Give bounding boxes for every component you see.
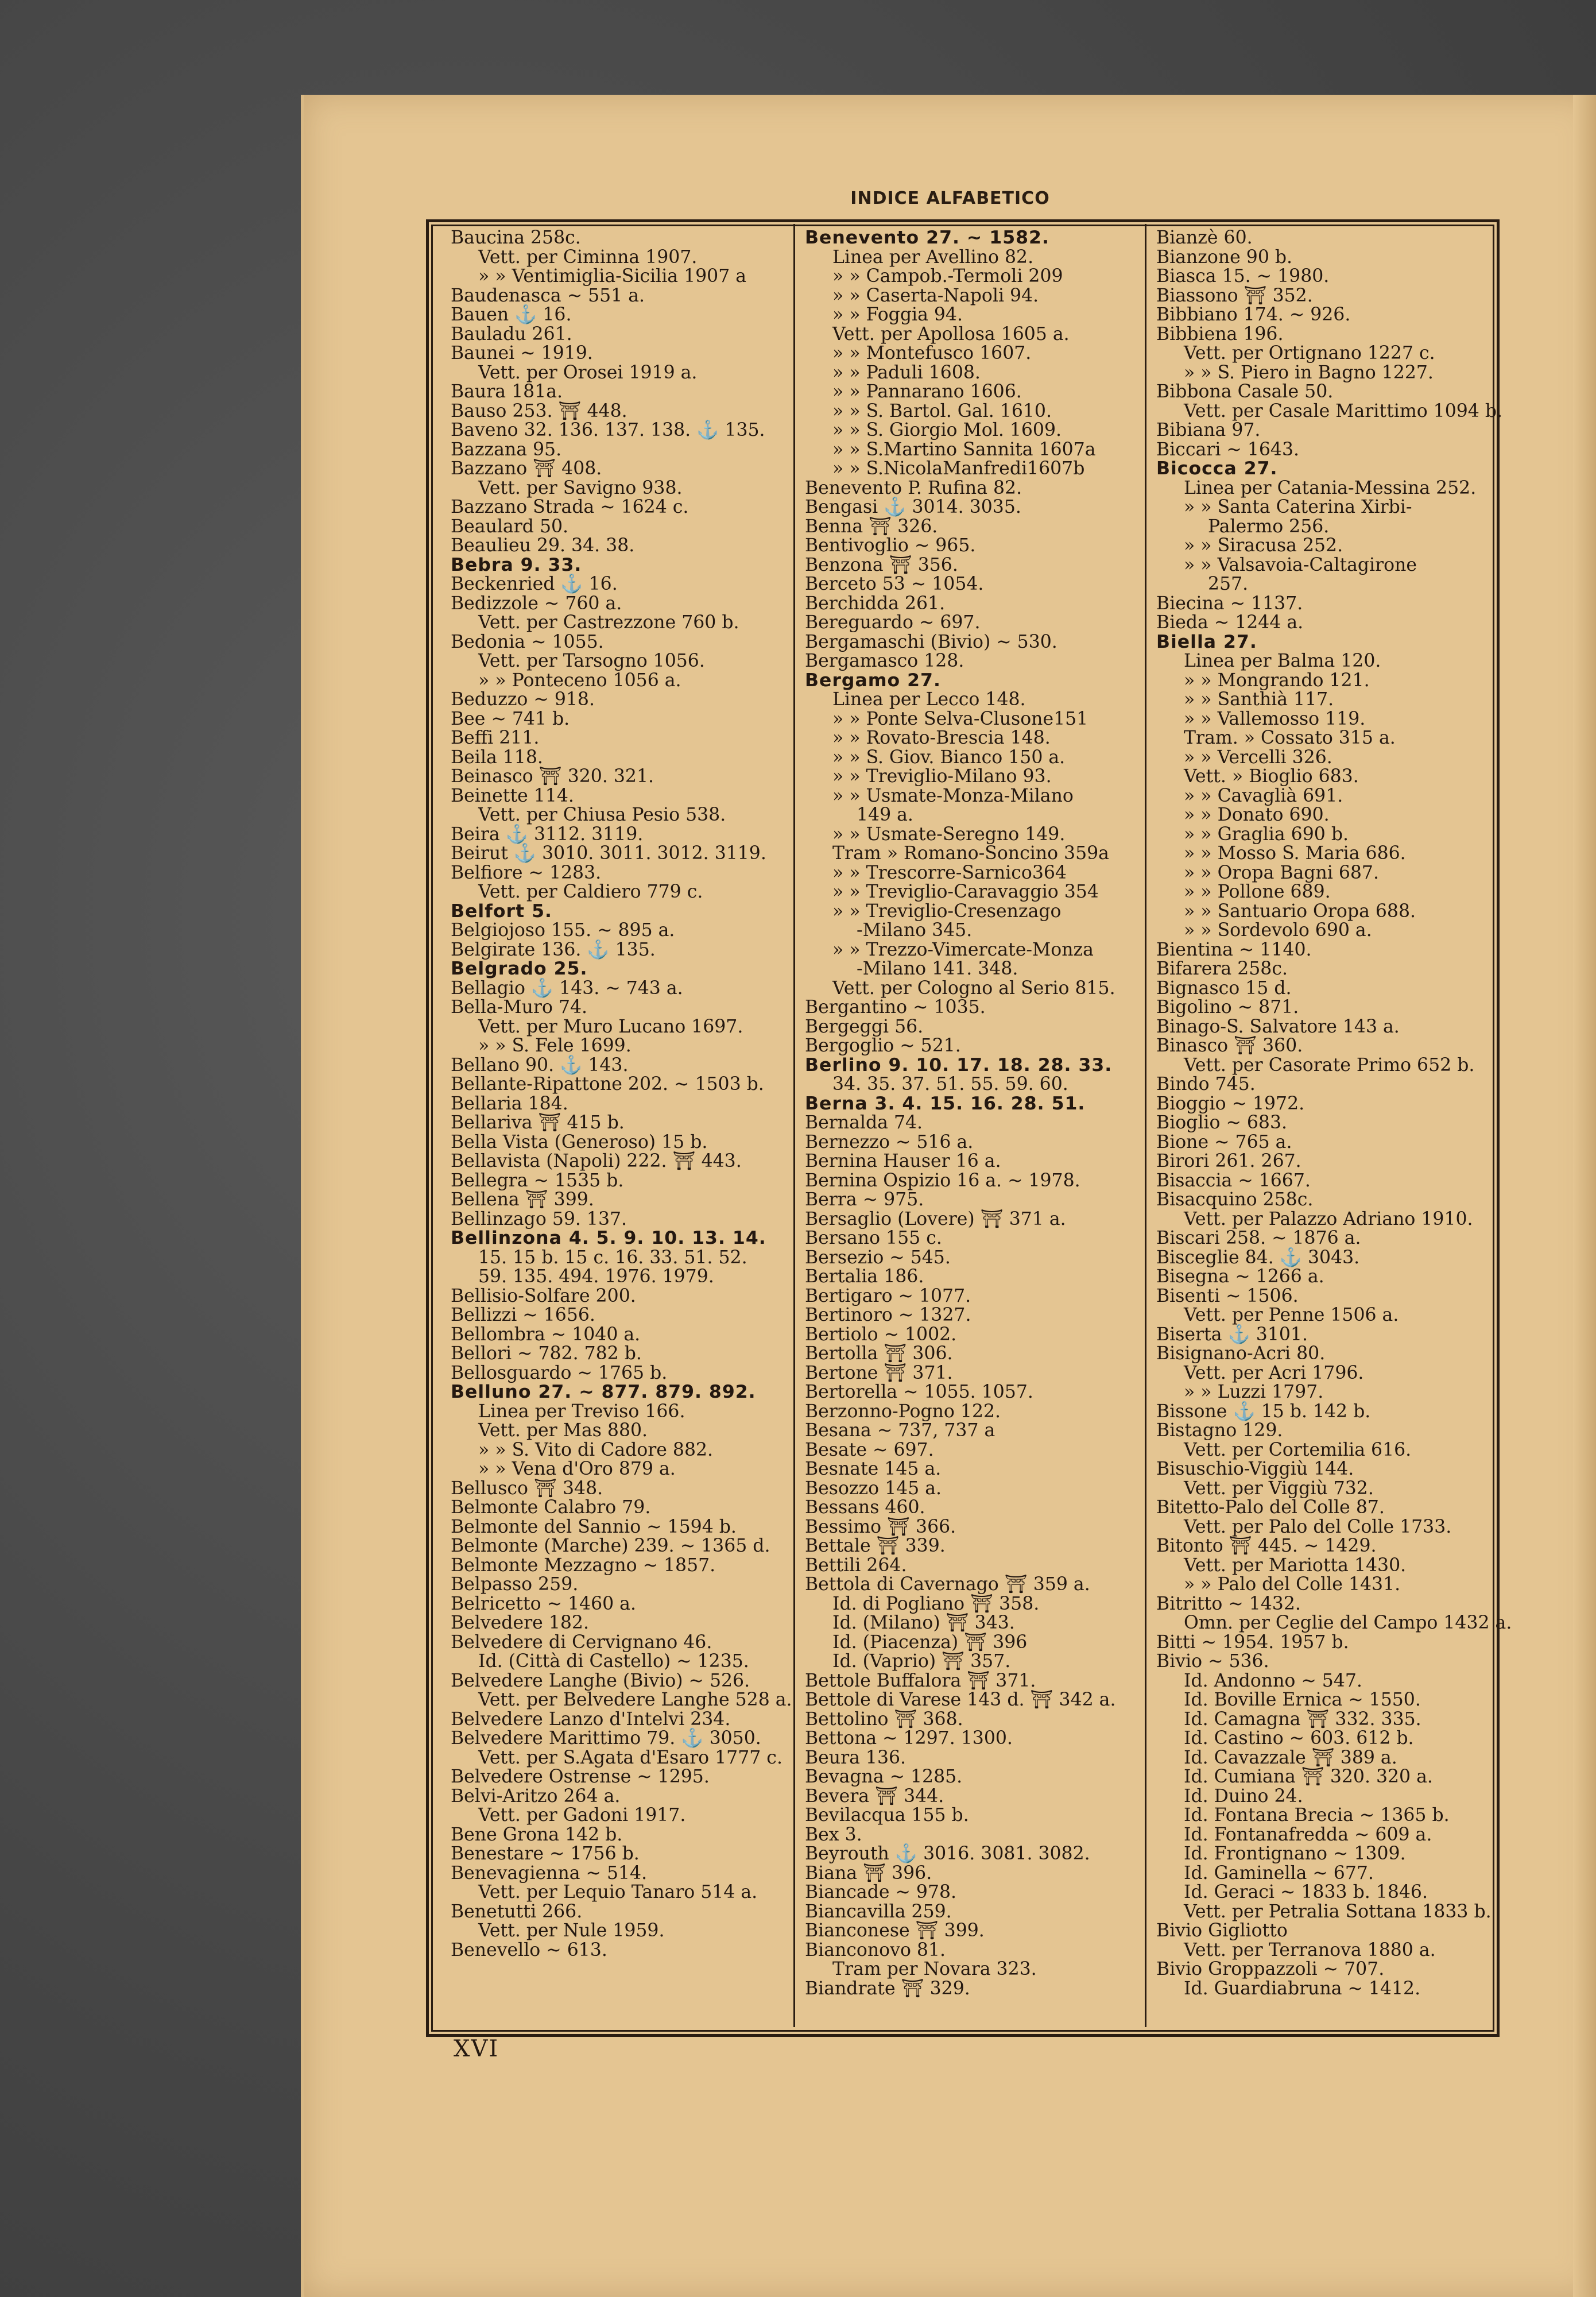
index-entry: Id. Guardiabruna ~ 1412. [1184, 1978, 1421, 1999]
index-entry: Tram per Novara 323. [832, 1959, 1037, 1979]
index-entry: Vett. per Viggiù 732. [1184, 1478, 1374, 1499]
index-entry: Id. (Milano) ⛩ 343. [832, 1612, 1015, 1633]
index-entry: » » Mongrando 121. [1184, 670, 1370, 691]
index-entry: Bauladu 261. [451, 323, 572, 345]
index-entry: Beinette 114. [451, 785, 574, 806]
index-entry: Bertigaro ~ 1077. [805, 1285, 971, 1306]
index-entry: Bellagio ⚓ 143. ~ 743 a. [451, 977, 683, 999]
index-entry: -Milano 141. 348. [857, 958, 1018, 979]
index-column-3 [1156, 227, 1512, 1999]
index-entry: Bex 3. [805, 1824, 862, 1845]
index-entry: Bella Vista (Generoso) 15 b. [451, 1131, 708, 1153]
index-entry: Besnate 145 a. [805, 1459, 942, 1479]
index-entry: Bivio Gigliotto [1156, 1920, 1288, 1941]
index-entry: Bellori ~ 782. 782 b. [451, 1343, 642, 1364]
index-entry: Vett. per Mas 880. [478, 1420, 648, 1441]
index-entry: Belgiojoso 155. ~ 895 a. [451, 920, 675, 941]
index-entry: Id. (Città di Castello) ~ 1235. [478, 1651, 749, 1672]
index-entry: Bivio Groppazzoli ~ 707. [1156, 1959, 1385, 1979]
index-heading: Berna 3. 4. 15. 16. 28. 51. [805, 1093, 1086, 1114]
index-entry: Id. Gaminella ~ 677. [1184, 1862, 1374, 1884]
index-entry: Bibiana 97. [1156, 420, 1261, 440]
index-entry: Beffi 211. [451, 728, 540, 748]
index-heading: Bicocca 27. [1156, 458, 1278, 479]
index-entry: Bibbiena 196. [1156, 323, 1284, 345]
index-entry: Bertinoro ~ 1327. [805, 1305, 971, 1325]
index-entry: » » Pollone 689. [1184, 881, 1331, 902]
index-entry: Linea per Balma 120. [1184, 651, 1381, 671]
index-entry: » » Valsavoia-Caltagirone [1184, 554, 1417, 575]
index-entry: Biscari 258. ~ 1876 a. [1156, 1228, 1361, 1248]
index-entry: Bergoglio ~ 521. [805, 1035, 961, 1056]
index-entry: » » Ponte Selva-Clusone151 [832, 708, 1088, 729]
index-entry: Belvedere Marittimo 79. ⚓ 3050. [451, 1728, 761, 1749]
index-entry: Vett. per Casorate Primo 652 b. [1184, 1054, 1475, 1076]
index-entry: » » Treviglio-Milano 93. [832, 766, 1052, 787]
index-entry: Bersano 155 c. [805, 1228, 942, 1248]
index-entry: Beura 136. [805, 1747, 907, 1768]
index-entry: Bitonto ⛩ 445. ~ 1429. [1156, 1536, 1377, 1556]
index-entry: » » Foggia 94. [832, 304, 963, 325]
index-entry: Id. Cavazzale ⛩ 389 a. [1184, 1747, 1397, 1768]
index-entry: » » Santuario Oropa 688. [1184, 900, 1416, 922]
index-entry: Tram » Romano-Soncino 359a [832, 843, 1109, 864]
index-entry: Bernalda 74. [805, 1112, 923, 1133]
index-entry: Bisignano-Acri 80. [1156, 1343, 1326, 1364]
index-entry: Belmonte del Sannio ~ 1594 b. [451, 1516, 737, 1537]
index-entry: Bentivoglio ~ 965. [805, 535, 976, 556]
index-entry: Belfiore ~ 1283. [451, 862, 602, 883]
index-entry: Bellariva ⛩ 415 b. [451, 1112, 625, 1133]
index-entry: Bibbona Casale 50. [1156, 381, 1334, 402]
index-entry: » » Palo del Colle 1431. [1184, 1574, 1401, 1595]
index-entry: Beinasco ⛩ 320. 321. [451, 766, 654, 787]
index-entry: Id. Castino ~ 603. 612 b. [1184, 1728, 1414, 1749]
index-entry: 59. 135. 494. 1976. 1979. [478, 1266, 714, 1287]
index-entry: Vett. per Palo del Colle 1733. [1184, 1516, 1452, 1537]
index-entry: Benzona ⛩ 356. [805, 554, 958, 575]
index-entry: Biancade ~ 978. [805, 1882, 957, 1902]
page-header: INDICE ALFABETICO [850, 188, 1050, 208]
index-entry: Vett. per Savigno 938. [478, 477, 683, 498]
index-entry: Bevagna ~ 1285. [805, 1766, 963, 1787]
index-entry: » » Luzzi 1797. [1184, 1382, 1324, 1402]
index-column-1 [451, 229, 795, 1960]
index-entry: Bieda ~ 1244 a. [1156, 612, 1304, 633]
index-entry: Biancavilla 259. [805, 1901, 952, 1922]
index-entry: Bauen ⚓ 16. [451, 304, 572, 325]
index-entry: Linea per Treviso 166. [478, 1401, 685, 1422]
index-entry: Id. Andonno ~ 547. [1184, 1670, 1362, 1691]
index-entry: Vett. per Palazzo Adriano 1910. [1184, 1208, 1473, 1229]
index-entry: Besozzo 145 a. [805, 1478, 942, 1499]
index-entry: Id. Fontanafredda ~ 609 a. [1184, 1824, 1432, 1845]
index-entry: Benevento P. Rufina 82. [805, 477, 1022, 498]
index-entry: Berchidda 261. [805, 593, 946, 614]
index-entry: Bellinzago 59. 137. [451, 1208, 627, 1229]
index-entry: Vett. per Chiusa Pesio 538. [478, 805, 726, 825]
index-entry: Bergantino ~ 1035. [805, 997, 986, 1018]
index-entry: » » Vena d'Oro 879 a. [478, 1459, 676, 1479]
index-entry: Biecina ~ 1137. [1156, 593, 1303, 614]
index-entry: Beira ⚓ 3112. 3119. [451, 823, 644, 845]
index-entry: Bisacquino 258c. [1156, 1189, 1314, 1210]
index-entry: » » Graglia 690 b. [1184, 823, 1349, 845]
index-entry: Bettili 264. [805, 1554, 907, 1576]
index-entry: Bellano 90. ⚓ 143. [451, 1054, 629, 1076]
index-entry: Bitetto-Palo del Colle 87. [1156, 1497, 1385, 1518]
index-entry: Benna ⛩ 326. [805, 516, 938, 537]
index-entry: Vett. per Cologno al Serio 815. [832, 977, 1115, 999]
index-entry: Besana ~ 737, 737 a [805, 1420, 995, 1441]
index-entry: » » Mosso S. Maria 686. [1184, 843, 1406, 864]
index-entry: Bereguardo ~ 697. [805, 612, 981, 633]
index-entry: Bertiolo ~ 1002. [805, 1324, 957, 1345]
index-entry: » » Treviglio-Caravaggio 354 [832, 881, 1099, 902]
index-heading: Bellinzona 4. 5. 9. 10. 13. 14. [451, 1228, 766, 1248]
index-entry: Bertalia 186. [805, 1266, 924, 1287]
index-column-2 [805, 229, 1149, 1998]
index-entry: Bessimo ⛩ 366. [805, 1516, 956, 1537]
index-entry: Bellizzi ~ 1656. [451, 1305, 595, 1325]
index-heading: Bergamo 27. [805, 670, 941, 691]
index-entry: Vett. per Penne 1506 a. [1184, 1305, 1399, 1325]
index-entry: » » Santa Caterina Xirbi- [1184, 497, 1412, 517]
index-heading: Berlino 9. 10. 17. 18. 28. 33. [805, 1054, 1113, 1076]
index-entry: 15. 15 b. 15 c. 16. 33. 51. 52. [478, 1247, 747, 1268]
index-entry: Bibbiano 174. ~ 926. [1156, 304, 1351, 325]
index-entry: Belmonte Mezzagno ~ 1857. [451, 1554, 716, 1576]
index-entry: Bengasi ⚓ 3014. 3035. [805, 497, 1021, 517]
index-heading: Bebra 9. 33. [451, 554, 582, 575]
index-entry: Vett. per Petralia Sottana 1833 b. [1184, 1901, 1492, 1922]
index-entry: » » S. Giorgio Mol. 1609. [832, 420, 1062, 440]
index-heading: Belgrado 25. [451, 958, 588, 979]
index-entry: » » Ponteceno 1056 a. [478, 670, 681, 691]
index-entry: Vett. per Castrezzone 760 b. [478, 612, 739, 633]
index-entry: Benevagienna ~ 514. [451, 1862, 648, 1884]
index-entry: Bene Grona 142 b. [451, 1824, 623, 1845]
index-entry: Bettole di Varese 143 d. ⛩ 342 a. [805, 1689, 1116, 1710]
index-entry: Bedizzole ~ 760 a. [451, 593, 622, 614]
index-entry: Linea per Catania-Messina 252. [1184, 477, 1477, 498]
index-entry: Id. di Pogliano ⛩ 358. [832, 1593, 1040, 1614]
index-entry: Baura 181a. [451, 381, 563, 402]
index-entry: Biassono ⛩ 352. [1156, 285, 1313, 306]
index-entry: Benevello ~ 613. [451, 1939, 607, 1960]
index-entry: Bettale ⛩ 339. [805, 1536, 946, 1556]
index-entry: Vett. per Mariotta 1430. [1184, 1554, 1407, 1576]
index-entry: » » Rovato-Brescia 148. [832, 728, 1051, 748]
index-entry: Bauso 253. ⛩ 448. [451, 400, 627, 421]
index-entry: Bignasco 15 d. [1156, 977, 1292, 999]
index-entry: Berzonno-Pogno 122. [805, 1401, 1001, 1422]
index-entry: Biccari ~ 1643. [1156, 439, 1300, 460]
index-entry: Bissone ⚓ 15 b. 142 b. [1156, 1401, 1371, 1422]
index-entry: » » Ventimiglia-Sicilia 1907 a [478, 266, 747, 287]
index-entry: Bianconese ⛩ 399. [805, 1920, 985, 1941]
index-entry: Bettona ~ 1297. 1300. [805, 1728, 1013, 1749]
index-entry: Bellusco ⛩ 348. [451, 1478, 603, 1499]
index-entry: Belricetto ~ 1460 a. [451, 1593, 636, 1614]
index-entry: » » S. Bartol. Gal. 1610. [832, 400, 1052, 421]
index-entry: Vett. per Caldiero 779 c. [478, 881, 703, 902]
index-entry: Bergamasco 128. [805, 651, 964, 671]
index-entry: Bifarera 258c. [1156, 958, 1288, 979]
index-entry: » » Montefusco 1607. [832, 343, 1032, 364]
index-entry: Vett. per Muro Lucano 1697. [478, 1016, 743, 1037]
index-entry: Vett. per Cortemilia 616. [1184, 1439, 1412, 1460]
index-entry: Vett. » Bioglio 683. [1184, 766, 1359, 787]
index-entry: » » Sordevolo 690 a. [1184, 920, 1372, 941]
index-entry: Bianzè 60. [1156, 227, 1253, 248]
index-entry: Bione ~ 765 a. [1156, 1131, 1292, 1153]
index-entry: » » Paduli 1608. [832, 362, 981, 383]
index-entry: Bettola di Cavernago ⛩ 359 a. [805, 1574, 1090, 1595]
index-entry: Biana ⛩ 396. [805, 1862, 932, 1884]
index-entry: Belpasso 259. [451, 1574, 579, 1595]
index-entry: -Milano 345. [857, 920, 973, 941]
index-entry: Bergeggi 56. [805, 1016, 924, 1037]
index-entry: Bellisio-Solfare 200. [451, 1285, 636, 1306]
index-entry: Vett. per Ciminna 1907. [478, 246, 698, 268]
index-entry: Belvedere Langhe (Bivio) ~ 526. [451, 1670, 750, 1691]
index-entry: » » Trezzo-Vimercate-Monza [832, 939, 1094, 960]
index-entry: Bertone ⛩ 371. [805, 1362, 953, 1383]
index-entry: Bellombra ~ 1040 a. [451, 1324, 641, 1345]
index-entry: Bindo 745. [1156, 1074, 1256, 1095]
index-entry: » » S. Giov. Bianco 150 a. [832, 747, 1066, 768]
index-entry: » » Oropa Bagni 687. [1184, 862, 1379, 883]
index-entry: Bellegra ~ 1535 b. [451, 1170, 624, 1191]
index-entry: Id. Fontana Brecia ~ 1365 b. [1184, 1805, 1450, 1826]
index-entry: Vett. per S.Agata d'Esaro 1777 c. [478, 1747, 782, 1768]
index-entry: Belvi-Aritzo 264 a. [451, 1785, 621, 1807]
index-entry: Id. Camagna ⛩ 332. 335. [1184, 1708, 1421, 1730]
index-entry: Bersezio ~ 545. [805, 1247, 951, 1268]
index-entry: Bientina ~ 1140. [1156, 939, 1312, 960]
index-entry: Biserta ⚓ 3101. [1156, 1324, 1308, 1345]
index-entry: Id. (Piacenza) ⛩ 396 [832, 1631, 1028, 1653]
index-entry: Bevilacqua 155 b. [805, 1805, 969, 1826]
index-entry: Beirut ⚓ 3010. 3011. 3012. 3119. [451, 843, 766, 864]
index-entry: Bisegna ~ 1266 a. [1156, 1266, 1324, 1287]
index-entry: » » S.Martino Sannita 1607a [832, 439, 1096, 460]
index-entry: Bazzano Strada ~ 1624 c. [451, 497, 689, 517]
index-entry: Bellosguardo ~ 1765 b. [451, 1362, 668, 1383]
index-entry: » » S.NicolaManfredi1607b [832, 458, 1085, 479]
index-entry: Bersaglio (Lovere) ⛩ 371 a. [805, 1208, 1066, 1229]
index-entry: Vett. per Gadoni 1917. [478, 1805, 686, 1826]
index-entry: Benetutti 266. [451, 1901, 583, 1922]
index-entry: Bernina Hauser 16 a. [805, 1151, 1001, 1171]
index-entry: Bisaccia ~ 1667. [1156, 1170, 1311, 1191]
index-entry: Baunei ~ 1919. [451, 343, 593, 364]
index-entry: Vett. per Apollosa 1605 a. [832, 323, 1070, 345]
index-entry: » » S. Piero in Bagno 1227. [1184, 362, 1434, 383]
index-entry: Linea per Avellino 82. [832, 246, 1034, 268]
index-entry: Birori 261. 267. [1156, 1151, 1301, 1171]
index-entry: Bertorella ~ 1055. 1057. [805, 1382, 1033, 1402]
index-entry: » » Usmate-Seregno 149. [832, 823, 1066, 845]
index-entry: Belgirate 136. ⚓ 135. [451, 939, 656, 960]
index-heading: Belluno 27. ~ 877. 879. 892. [451, 1382, 756, 1402]
index-entry: Bistagno 129. [1156, 1420, 1283, 1441]
index-entry: Bisenti ~ 1506. [1156, 1285, 1299, 1306]
index-entry: Benestare ~ 1756 b. [451, 1843, 640, 1864]
index-entry: » » Donato 690. [1184, 805, 1330, 825]
index-entry: Bioglio ~ 683. [1156, 1112, 1288, 1133]
index-entry: Bianzone 90 b. [1156, 246, 1293, 268]
index-entry: » » Trescorre-Sarnico364 [832, 862, 1067, 883]
index-entry: Omn. per Ceglie del Campo 1432 a. [1184, 1612, 1512, 1633]
index-entry: » » Vallemosso 119. [1184, 708, 1366, 729]
index-entry: » » Siracusa 252. [1184, 535, 1343, 556]
index-entry: » » Caserta-Napoli 94. [832, 285, 1039, 306]
index-entry: Beaulard 50. [451, 516, 569, 537]
index-entry: Bessans 460. [805, 1497, 925, 1518]
index-entry: Bettole Buffalora ⛩ 371. [805, 1670, 1036, 1691]
index-entry: Baveno 32. 136. 137. 138. ⚓ 135. [451, 420, 765, 440]
index-heading: Biella 27. [1156, 631, 1257, 652]
index-entry: Binasco ⛩ 360. [1156, 1035, 1303, 1056]
index-entry: Bigolino ~ 871. [1156, 997, 1299, 1018]
index-entry: Berra ~ 975. [805, 1189, 924, 1210]
index-entry: Vett. per Acri 1796. [1184, 1362, 1364, 1383]
page-number: XVI [454, 2036, 499, 2062]
index-entry: Bianconovo 81. [805, 1939, 946, 1960]
index-entry: Berceto 53 ~ 1054. [805, 574, 984, 594]
index-entry: Bevera ⛩ 344. [805, 1785, 944, 1807]
index-entry: Belmonte Calabro 79. [451, 1497, 651, 1518]
index-entry: Besate ~ 697. [805, 1439, 934, 1460]
index-entry: Id. Cumiana ⛩ 320. 320 a. [1184, 1766, 1433, 1787]
index-entry: Bernina Ospizio 16 a. ~ 1978. [805, 1170, 1080, 1191]
index-entry: Vett. per Terranova 1880 a. [1184, 1939, 1436, 1960]
index-entry: Id. Frontignano ~ 1309. [1184, 1843, 1406, 1864]
index-entry: Tram. » Cossato 315 a. [1184, 728, 1396, 748]
index-entry: Bertolla ⛩ 306. [805, 1343, 953, 1364]
index-entry: Bazzana 95. [451, 439, 562, 460]
index-heading: Benevento 27. ~ 1582. [805, 227, 1049, 248]
index-entry: Bee ~ 741 b. [451, 708, 570, 729]
index-entry: Bivio ~ 536. [1156, 1651, 1269, 1672]
index-entry: Beduzzo ~ 918. [451, 689, 595, 710]
index-entry: Bedonia ~ 1055. [451, 631, 604, 652]
index-entry: Bella-Muro 74. [451, 997, 588, 1018]
index-entry: Belvedere Ostrense ~ 1295. [451, 1766, 710, 1787]
index-entry: 149 a. [857, 805, 913, 825]
index-entry: 34. 35. 37. 51. 55. 59. 60. [832, 1074, 1068, 1095]
index-entry: Beaulieu 29. 34. 38. [451, 535, 635, 556]
index-entry: Id. (Vaprio) ⛩ 357. [832, 1651, 1011, 1672]
index-entry: Biandrate ⛩ 329. [805, 1978, 970, 1999]
index-entry: Baudenasca ~ 551 a. [451, 285, 645, 306]
index-entry: Bernezzo ~ 516 a. [805, 1131, 974, 1153]
index-entry: Vett. per Orosei 1919 a. [478, 362, 698, 383]
index-entry: Id. Duino 24. [1184, 1785, 1303, 1807]
index-entry: Beyrouth ⚓ 3016. 3081. 3082. [805, 1843, 1090, 1864]
index-entry: » » Usmate-Monza-Milano [832, 785, 1074, 806]
index-entry: Belvedere Lanzo d'Intelvi 234. [451, 1708, 731, 1730]
index-entry: Vett. per Belvedere Langhe 528 a. [478, 1689, 792, 1710]
index-entry: Bettolino ⛩ 368. [805, 1708, 963, 1730]
index-entry: Bitti ~ 1954. 1957 b. [1156, 1631, 1349, 1653]
index-entry: Bisuschio-Viggiù 144. [1156, 1459, 1354, 1479]
index-entry: » » Cavaglià 691. [1184, 785, 1343, 806]
index-entry: Bioggio ~ 1972. [1156, 1093, 1305, 1114]
index-entry: » » Treviglio-Cresenzago [832, 900, 1062, 922]
index-entry: Bitritto ~ 1432. [1156, 1593, 1301, 1614]
index-entry: Bergamaschi (Bivio) ~ 530. [805, 631, 1057, 652]
index-entry: Id. Geraci ~ 1833 b. 1846. [1184, 1882, 1428, 1902]
index-entry: Vett. per Casale Marittimo 1094 b. [1184, 400, 1503, 421]
index-entry: » » S. Vito di Cadore 882. [478, 1439, 714, 1460]
index-entry: Linea per Lecco 148. [832, 689, 1026, 710]
index-entry: Bisceglie 84. ⚓ 3043. [1156, 1247, 1360, 1268]
index-entry: Vett. per Lequio Tanaro 514 a. [478, 1882, 758, 1902]
index-entry: Vett. per Ortignano 1227 c. [1184, 343, 1435, 364]
index-entry: Belmonte (Marche) 239. ~ 1365 d. [451, 1536, 770, 1556]
index-entry: Bellavista (Napoli) 222. ⛩ 443. [451, 1151, 742, 1171]
index-entry: Bazzano ⛩ 408. [451, 458, 602, 479]
index-entry: Beckenried ⚓ 16. [451, 574, 618, 594]
index-entry: Bellaria 184. [451, 1093, 568, 1114]
index-entry: Palermo 256. [1208, 516, 1330, 537]
index-entry: Bellena ⛩ 399. [451, 1189, 594, 1210]
index-entry: » » Vercelli 326. [1184, 747, 1332, 768]
index-entry: Binago-S. Salvatore 143 a. [1156, 1016, 1400, 1037]
index-entry: Vett. per Nule 1959. [478, 1920, 665, 1941]
index-entry: Belvedere 182. [451, 1612, 589, 1633]
index-entry: » » Santhià 117. [1184, 689, 1334, 710]
index-entry: Belvedere di Cervignano 46. [451, 1631, 712, 1653]
index-entry: Biasca 15. ~ 1980. [1156, 266, 1330, 287]
index-entry: Bellante-Ripattone 202. ~ 1503 b. [451, 1074, 764, 1095]
index-entry: 257. [1208, 574, 1249, 594]
index-heading: Belfort 5. [451, 900, 552, 922]
index-entry: Vett. per Tarsogno 1056. [478, 651, 705, 671]
index-entry: Baucina 258c. [451, 227, 581, 248]
index-entry: » » S. Fele 1699. [478, 1035, 632, 1056]
page-edge [1573, 95, 1596, 2297]
index-entry: Id. Boville Ernica ~ 1550. [1184, 1689, 1421, 1710]
index-entry: » » Campob.-Termoli 209 [832, 266, 1063, 287]
index-entry: » » Pannarano 1606. [832, 381, 1022, 402]
index-entry: Beila 118. [451, 747, 543, 768]
